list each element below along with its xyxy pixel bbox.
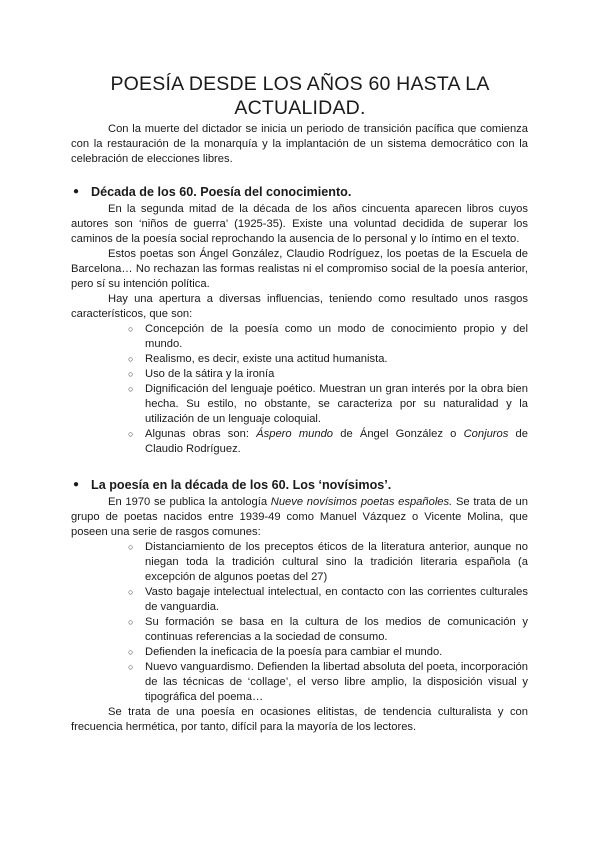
circle-bullet-icon: ○: [128, 354, 134, 364]
circle-bullet-icon: ○: [128, 662, 134, 672]
circle-bullet-icon: ○: [128, 369, 134, 379]
section-2-heading-text: La poesía en la década de los 60. Los ‘novísimos’.: [91, 478, 392, 492]
circle-bullet-icon: ○: [128, 324, 134, 334]
circle-bullet-icon: ○: [128, 587, 134, 597]
list-item: ○ Algunas obras son: Áspero mundo de Ángel González o Conjuros de Claudio Rodríguez.: [128, 428, 529, 455]
section-1-paragraph: Estos poetas son Ángel González, Claudio Rodríguez, los poetas de la Escuela de Barcelona… No rechazan las formas realistas ni el compromiso social de la poesía anterior, pero sí su intención política.: [71, 248, 528, 290]
circle-bullet-icon: ○: [128, 542, 134, 552]
page-title: POESÍA DESDE LOS AÑOS 60 HASTA LA ACTUALIDAD.: [110, 73, 490, 119]
circle-bullet-icon: ○: [128, 429, 134, 439]
intro-paragraph: Con la muerte del dictador se inicia un periodo de transición pacífica que comienza con la restauración de la monarquía y la implantación de un sistema democrático con la celebración de elecciones libres.: [71, 123, 528, 165]
list-item: ○ Realismo, es decir, existe una actitud humanista.: [128, 353, 388, 365]
circle-bullet-icon: ○: [128, 647, 134, 657]
section-2-list: [71, 540, 528, 705]
closing-paragraph: Se trata de una poesía en ocasiones elitistas, de tendencia culturalista y con frecuencia hermética, por tanto, difícil para la mayoría de los lectores.: [71, 706, 528, 733]
section-1-list: [71, 322, 528, 457]
list-item: ○ Concepción de la poesía como un modo de conocimiento propio y del mundo.: [128, 323, 528, 350]
work-title: Conjuros: [463, 428, 509, 440]
anthology-title: Nueve novísimos poetas españoles.: [270, 496, 453, 508]
section-1-paragraph: En la segunda mitad de la década de los años cincuenta aparecen libros cuyos autores son ‘niños de guerra’ (1925-35). Existe una voluntad decidida de superar los caminos de la poesía social reprochando la ausencia de lo personal y lo íntimo en el texto.: [71, 203, 528, 245]
section-1-paragraph: Hay una apertura a diversas influencias, teniendo como resultado unos rasgos característicos, que son:: [71, 293, 528, 320]
section-2-heading: [71, 477, 528, 493]
section-1-heading: [71, 184, 528, 200]
circle-bullet-icon: ○: [128, 617, 134, 627]
list-item: ○ Dignificación del lenguaje poético. Muestran un gran interés por la obra bien hecha. Su estilo, no obstante, se caracteriza por su naturalidad y la utilización de un lenguaje coloquial.: [128, 383, 528, 425]
list-item: ○ Distanciamiento de los preceptos éticos de la literatura anterior, aunque no niegan toda la tradición cultural sino la tradición literaria española (a excepción de algunos poetas del 27): [128, 541, 528, 583]
bullet-icon: ●: [73, 479, 80, 490]
section-2-paragraph: En 1970 se publica la antología Nueve novísimos poetas españoles. Se trata de un grupo de poetas nacidos entre 1939-49 como Manuel Vázquez o Vicente Molina, que poseen una serie de rasgos comunes:: [71, 496, 528, 538]
section-1: [71, 184, 528, 457]
section-1-heading-text: Década de los 60. Poesía del conocimiento.: [91, 185, 352, 199]
list-item: ○ Nuevo vanguardismo. Defienden la libertad absoluta del poeta, incorporación de las técnicas de ‘collage’, el verso libre amplio, la disposición visual y tipográfica del poema…: [128, 661, 528, 703]
work-title: Áspero mundo: [256, 428, 334, 440]
list-item: ○ Vasto bagaje intelectual intelectual, en contacto con las corrientes culturales de vanguardia.: [128, 586, 528, 613]
document-body: [71, 122, 528, 735]
bullet-icon: ●: [73, 186, 80, 197]
circle-bullet-icon: ○: [128, 384, 134, 394]
list-item: ○ Su formación se basa en la cultura de los medios de comunicación y continuas referencias a la sociedad de consumo.: [128, 616, 528, 643]
section-2: [71, 477, 528, 735]
list-item: ○ Defienden la ineficacia de la poesía para cambiar el mundo.: [128, 646, 443, 658]
list-item: ○ Uso de la sátira y la ironía: [128, 368, 275, 380]
